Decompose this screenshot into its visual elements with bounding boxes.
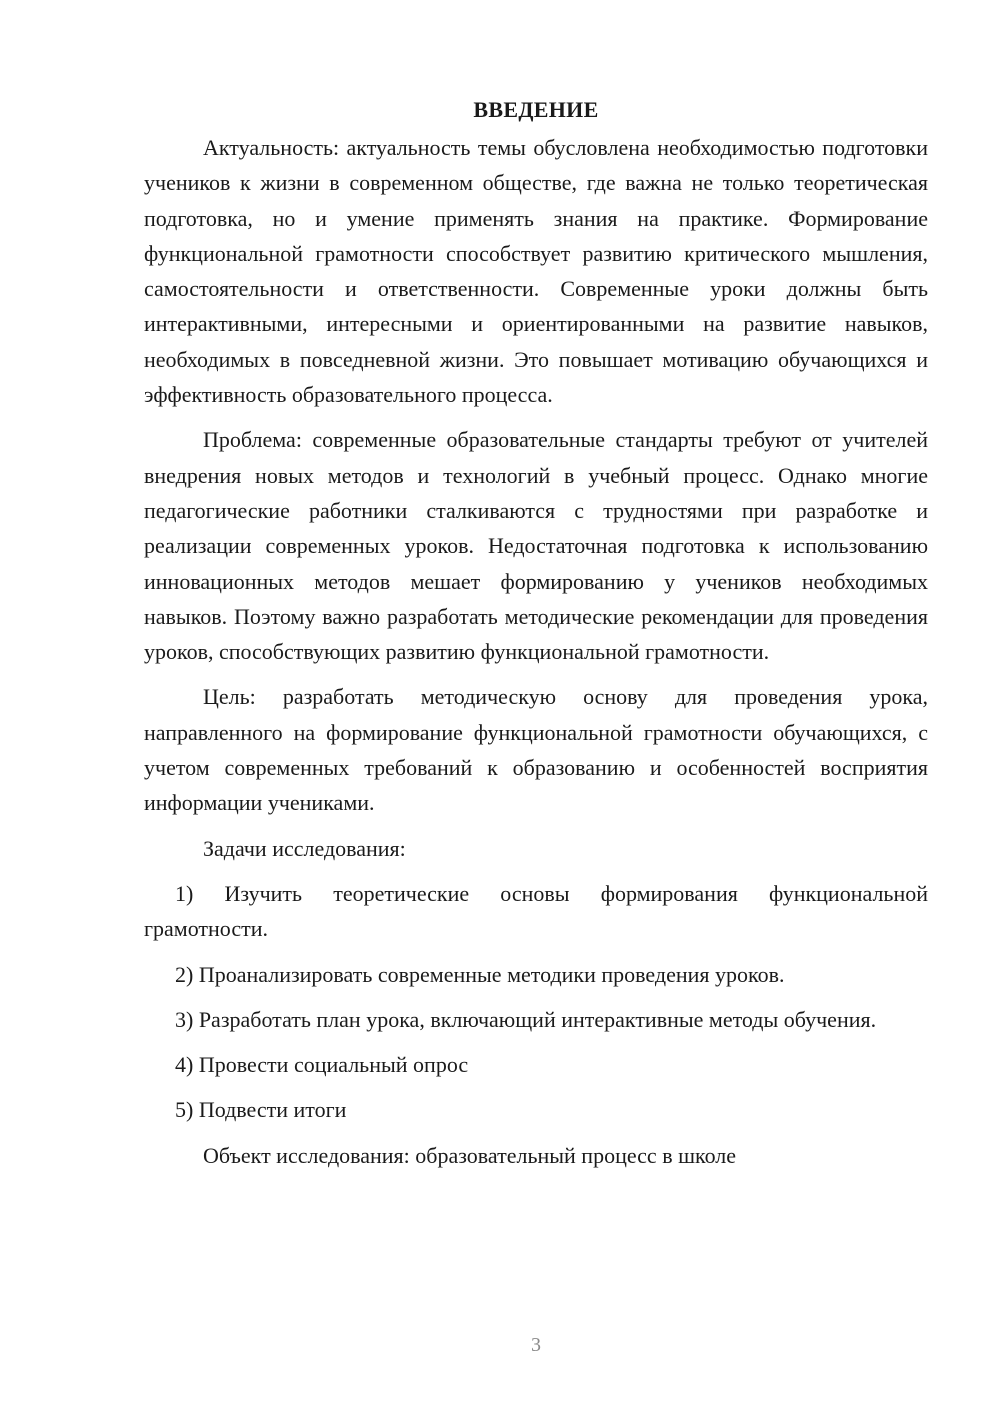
problem-paragraph: Проблема: современные образовательные стандарты требуют от учителей внедрения новых методов и технологий в учебный процесс. Однако многие педагогические работники сталкиваются с трудностями при разработке и реализации современных уроков. Недостаточная подготовка к использованию инновационных методов мешает формированию у учеников необходимых навыков. Поэтому важно разработать методические рекомендации для проведения уроков, способствующих развитию функциональной грамотности. (144, 427, 928, 665)
page-number: 3 (531, 1334, 541, 1356)
task-item: 1) Изучить теоретические основы формирования функциональной грамотности. (144, 880, 928, 942)
tasks-heading: Задачи исследования: (203, 835, 406, 861)
task-item: 5) Подвести итоги (175, 1097, 347, 1123)
goal-paragraph: Цель: разработать методическую основу для проведения урока, направленного на формирование функциональной грамотности обучающихся, с учетом современных требований к образованию и особенностей восприятия информации учениками. (144, 684, 928, 816)
task-item: 4) Провести социальный опрос (175, 1052, 469, 1078)
relevance-paragraph: Актуальность: актуальность темы обусловлена необходимостью подготовки учеников к жизни в современном обществе, где важна не только теоретическая подготовка, но и умение применять знания на практике. Формирование функциональной грамотности способствует развитию критического мышления, самостоятельности и ответственности. Современные уроки должны быть интерактивными, интересными и ориентированными на развитие навыков, необходимых в повседневной жизни. Это повышает мотивацию обучающихся и эффективность образовательного процесса. (144, 135, 928, 408)
object-paragraph: Объект исследования: образовательный процесс в школе (203, 1142, 737, 1168)
tasks-list (144, 876, 928, 1128)
task-item: 3) Разработать план урока, включающий интерактивные методы обучения. (175, 1006, 877, 1032)
section-title: ВВЕДЕНИЕ (473, 97, 599, 122)
document-page (144, 92, 928, 1183)
task-item: 2) Проанализировать современные методики проведения уроков. (175, 961, 785, 987)
